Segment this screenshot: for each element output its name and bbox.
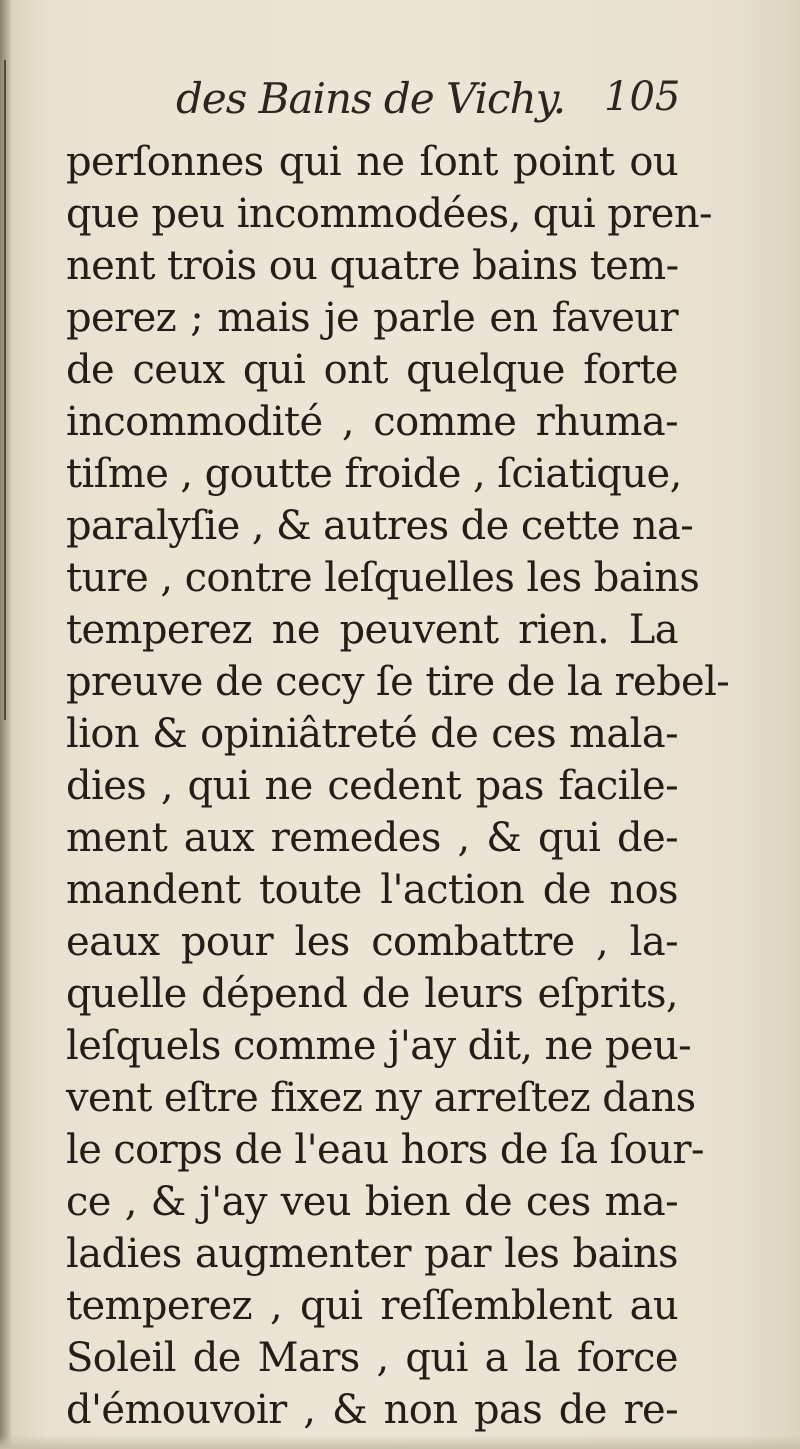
running-head bbox=[0, 74, 800, 134]
text-line: quelle dépend de leurs eſprits, bbox=[66, 971, 678, 1017]
text-line: ladies augmenter par les bains bbox=[66, 1231, 678, 1277]
text-line: paralyſie , & autres de cette na- bbox=[66, 503, 694, 549]
body-text bbox=[66, 136, 730, 1436]
text-line: vent eſtre fixez ny arreſtez dans bbox=[66, 1075, 696, 1121]
text-line: eaux pour les combattre , la- bbox=[66, 919, 678, 965]
text-line: incommodité , comme rhuma- bbox=[66, 399, 678, 445]
text-line: ce , & j'ay veu bien de ces ma- bbox=[66, 1179, 678, 1225]
text-line: ture , contre leſquelles les bains bbox=[66, 555, 700, 601]
page-binding-edge bbox=[0, 0, 12, 1449]
text-line: nent trois ou quatre bains tem- bbox=[66, 243, 679, 289]
text-line: leſquels comme j'ay dit, ne peu- bbox=[66, 1023, 692, 1069]
text-line: mandent toute l'action de nos bbox=[66, 867, 678, 913]
text-line: dies , qui ne cedent pas facile- bbox=[66, 763, 678, 809]
text-line: de ceux qui ont quelque forte bbox=[66, 347, 678, 393]
page-number: 105 bbox=[604, 74, 681, 120]
running-head-title: des Bains de Vichy. bbox=[176, 74, 566, 123]
text-line: ment aux remedes , & qui de- bbox=[66, 815, 678, 861]
binding-shadow-line bbox=[4, 60, 6, 720]
text-line: perſonnes qui ne ſont point ou bbox=[66, 139, 678, 185]
text-line: d'émouvoir , & non pas de re- bbox=[66, 1387, 678, 1433]
text-line: le corps de l'eau hors de ſa ſour- bbox=[66, 1127, 704, 1173]
text-line: lion & opiniâtreté de ces mala- bbox=[66, 711, 678, 757]
text-line: preuve de cecy ſe tire de la rebel- bbox=[66, 659, 730, 705]
text-line: temperez , qui reſſemblent au bbox=[66, 1283, 678, 1329]
text-line: tiſme , goutte froide , ſciatique, bbox=[66, 451, 682, 497]
text-line: que peu incommodées, qui pren- bbox=[66, 191, 712, 237]
text-line: perez ; mais je parle en faveur bbox=[66, 295, 678, 341]
text-line: temperez ne peuvent rien. La bbox=[66, 607, 678, 653]
page-bottom-edge bbox=[0, 1435, 800, 1449]
text-line: Soleil de Mars , qui a la force bbox=[66, 1335, 678, 1381]
